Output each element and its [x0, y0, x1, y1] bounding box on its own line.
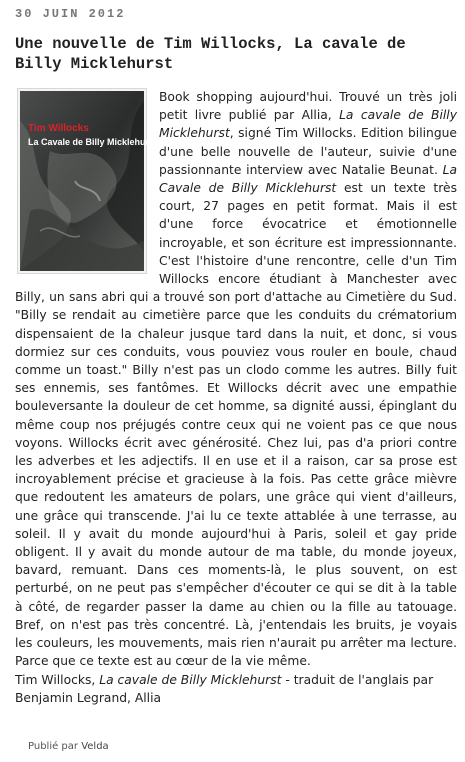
book-title-italic: La Cavale de Billy Micklehurst — [159, 162, 457, 196]
paragraph-text: Book shopping aujourd'hui. Trouvé un très joli petit livre publié par Allia, — [159, 90, 457, 123]
paragraph-text: est un texte très court, 27 pages en petit format. Mais il est d'une force évocatrice et émotionnelle incroyable, et son écriture est impressionnante. C'est l'histoire d'une rencontre, celle d'un Tim Willocks encore étudiant à Manchester avec Billy, un sans abri qui a trouvé son port d'attache au Cimetière du Sud. "Billy se rendait au cimetière parce que les conduits du crématorium dispensaient de la chaleur jusque tard dans la nuit, et donc, si vous dormiez sur ces conduits, vous pouviez vous rouler en boule, chaud comme un toast." Billy n'est pas un clodo comme les autres. Billy fuit ses ennemis, ses fantômes. Et Willocks décrit avec une empathie bouleversante la douleur de cet homme, sa dignité aussi, épinglant du même coup nos préjugés contre ceux qui ne voient pas ce que nous voyons. Willocks écrit avec générosité. Chez lui, pas d'a priori contre les adverbes et les adjectifs. Il en use et il a raison, car sa prose est incroyablement précise et gracieuse à la fois. Pas cette grâce mièvre que redoutent les amateurs de polars, une grâce qui vient d'ailleurs, une grâce qui transcende. J'ai lu ce texte attablée à une terrasse, au soleil. Il y avait du monde aujourd'hui à Paris, soleil et gay pride obligent. Il y avait du monde autour de ma table, du monde joyeux, bavard, remuant. Dans ces moments-là, le plus souvent, on est perturbé, on ne peut pas s'empêcher d'écouter ce qui se dit à la table à côté, de regarder passer la dame au chien ou la fille au tatouage. Bref, on n'est pas très concentré. Là, j'entendais les bruits, je voyais les couleurs, les mouvements, mais rien n'aurait pu arrêter ma lecture. Parce que ce texte est au cœur de la vie même. — [15, 181, 457, 669]
cover-title-text: La Cavale de Billy Micklehurst — [28, 137, 158, 147]
post-footer — [28, 741, 109, 752]
book-cover-image[interactable] — [17, 88, 158, 274]
post-date: 30 JUIN 2012 — [15, 7, 126, 21]
paragraph-text: , signé Tim Willocks. Edition bilingue d'une belle nouvelle de l'auteur, suivie d'une passionnante interview avec Natalie Beunat. — [159, 126, 457, 177]
credit-author: Tim Willocks, — [15, 672, 100, 687]
book-cover-art — [20, 91, 158, 271]
cover-author-text: Tim Willocks — [28, 123, 89, 134]
post-body — [15, 88, 457, 707]
post-title[interactable]: Une nouvelle de Tim Willocks, La cavale de Billy Micklehurst — [15, 35, 406, 73]
credit-translation: - traduit de l'anglais par Benjamin Legrand, Allia — [15, 672, 434, 705]
post-author-link[interactable]: Velda — [81, 741, 109, 752]
credit-book-title: La cavale de Billy Micklehurst — [99, 672, 282, 687]
published-by-label: Publié par — [28, 741, 79, 752]
book-title-italic: La cavale de Billy Micklehurst — [159, 108, 457, 141]
book-credit — [15, 671, 457, 707]
